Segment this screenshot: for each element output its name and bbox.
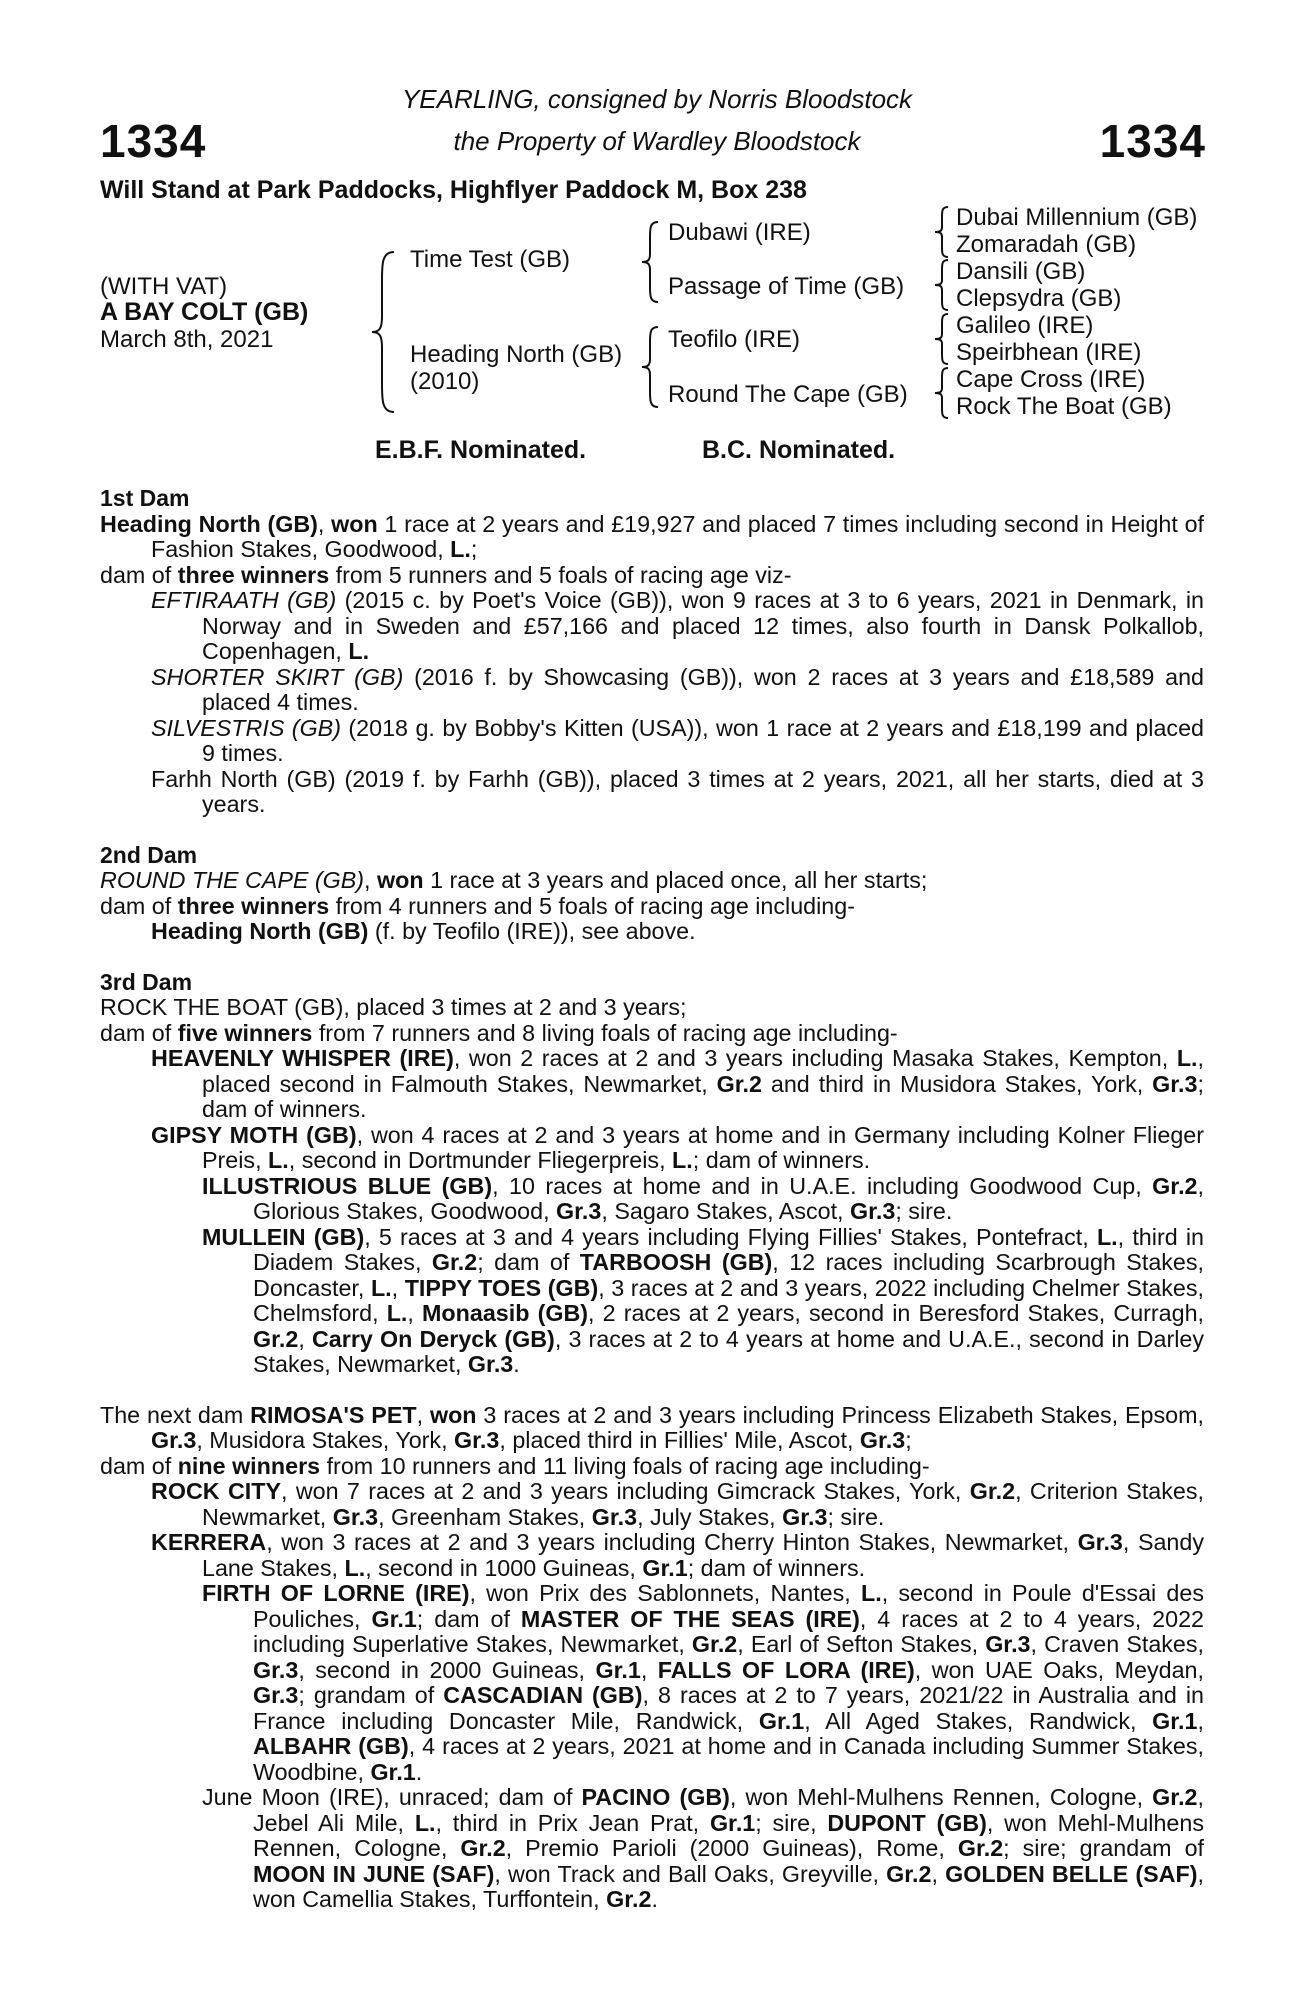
pedigree-dam-dam: Round The Cape (GB) xyxy=(668,381,908,408)
third-dam-heading: 3rd Dam xyxy=(100,968,193,995)
pedigree-brace-g3 xyxy=(933,312,951,367)
first-dam-heading: 1st Dam xyxy=(100,485,190,511)
foaled-date: March 8th, 2021 xyxy=(100,326,274,353)
bc-nomination: B.C. Nominated. xyxy=(702,436,896,464)
consignment-line-2: the Property of Wardley Bloodstock xyxy=(453,126,861,156)
pedigree-g3: Dansili (GB) xyxy=(956,258,1086,285)
next-dam-grandfoal-firth-of-lorne: FIRTH OF LORNE (IRE), won Prix des Sablonnets, Nantes, L., second in Poule d'Essai des Pouliches, Gr.1; dam of MASTER OF THE SEAS (IRE), 4 races at 2 to 4 years, 2022 including Superlative Stakes, Newmarket, Gr.2, Earl of Sefton Stakes, Gr.3, Craven Stakes, Gr.3, second in 2000 Guineas, Gr.1, FALLS OF LORA (IRE), won UAE Oaks, Meydan, Gr.3; grandam of CASCADIAN (GB), 8 races at 2 to 7 years, 2021/22 in Australia and in France including Doncaster Mile, Randwick, Gr.1, All Aged Stakes, Randwick, Gr.1, ALBAHR (GB), 4 races at 2 years, 2021 at home and in Canada including Summer Stakes, Woodbine, Gr.1. xyxy=(202,1580,1205,1785)
vat-note: (WITH VAT) xyxy=(100,273,228,300)
pedigree-dam: Heading North (GB) xyxy=(410,341,623,368)
first-dam-foal-farhh-north: Farhh North (GB) (2019 f. by Farhh (GB)), placed 3 times at 2 years, 2021, all her starts, died at 3 years. xyxy=(151,765,1204,817)
pedigree-brace-g4 xyxy=(933,366,951,421)
horse-name: A BAY COLT (GB) xyxy=(100,298,309,326)
pedigree-g8: Rock The Boat (GB) xyxy=(956,393,1172,420)
pedigree-brace-g1 xyxy=(933,205,951,260)
pedigree-g1: Dubai Millennium (GB) xyxy=(956,204,1198,231)
first-dam-foal-shorter-skirt: SHORTER SKIRT (GB) (2016 f. by Showcasing (GB)), won 2 races at 3 years and £18,589 and placed 4 times. xyxy=(151,663,1204,715)
second-dam-heading: 2nd Dam xyxy=(100,841,198,868)
pedigree-brace-dam xyxy=(640,325,662,409)
pedigree-dam-year: (2010) xyxy=(410,368,480,395)
pedigree-brace-sire xyxy=(640,220,662,304)
dam-history xyxy=(100,486,1204,1913)
next-dam-produce-summary: dam of nine winners from 10 runners and 11 living foals of racing age including- xyxy=(100,1452,930,1479)
third-dam-grandfoal-mullein: MULLEIN (GB), 5 races at 3 and 4 years including Flying Fillies' Stakes, Pontefract, L., third in Diadem Stakes, Gr.2; dam of TARBOOSH (GB), 12 races including Scarbrough Stakes, Doncaster, L., TIPPY TOES (GB), 3 races at 2 and 3 years, 2022 including Chelmer Stakes, Chelmsford, L., Monaasib (GB), 2 races at 2 years, second in Beresford Stakes, Curragh, Gr.2, Carry On Deryck (GB), 3 races at 2 to 4 years at home and U.A.E., second in Darley Stakes, Newmarket, Gr.3. xyxy=(202,1223,1205,1377)
first-dam-record: Heading North (GB), won 1 race at 2 years and £19,927 and placed 7 times including second in Height of Fashion Stakes, Goodwood, L.; xyxy=(100,510,1204,562)
next-dam-foal-kerrera: KERRERA, won 3 races at 2 and 3 years including Cherry Hinton Stakes, Newmarket, Gr.3, Sandy Lane Stakes, L., second in 1000 Guineas, Gr.1; dam of winners. xyxy=(151,1529,1204,1581)
second-dam-record: ROUND THE CAPE (GB), won 1 race at 3 years and placed once, all her starts; xyxy=(100,867,928,893)
first-dam-foal-eftiraath: EFTIRAATH (GB) (2015 c. by Poet's Voice (GB)), won 9 races at 3 to 6 years, 2021 in Denmark, in Norway and in Sweden and £57,166 and placed 12 times, also fourth in Dansk Polkallob, Copenhagen, L. xyxy=(151,587,1204,664)
third-dam-record: ROCK THE BOAT (GB), placed 3 times at 2 and 3 years; xyxy=(100,994,687,1020)
next-dam-foal-rock-city: ROCK CITY, won 7 races at 2 and 3 years including Gimcrack Stakes, York, Gr.2, Criterion Stakes, Newmarket, Gr.3, Greenham Stakes, Gr.3, July Stakes, Gr.3; sire. xyxy=(151,1478,1204,1530)
pedigree-g4: Clepsydra (GB) xyxy=(956,285,1122,312)
lot-number-left: 1334 xyxy=(100,115,207,167)
next-dam-grandfoal-june-moon: June Moon (IRE), unraced; dam of PACINO (GB), won Mehl-Mulhens Rennen, Cologne, Gr.2, Jebel Ali Mile, L., third in Prix Jean Prat, Gr.1; sire, DUPONT (GB), won Mehl-Mulhens Rennen, Cologne, Gr.2, Premio Parioli (2000 Guineas), Rome, Gr.2; sire; grandam of MOON IN JUNE (SAF), won Track and Ball Oaks, Greyville, Gr.2, GOLDEN BELLE (SAF), won Camellia Stakes, Turffontein, Gr.2. xyxy=(202,1784,1205,1912)
next-dam-record: The next dam RIMOSA'S PET, won 3 races at 2 and 3 years including Princess Elizabeth Stakes, Epsom, Gr.3, Musidora Stakes, York, Gr.3, placed third in Fillies' Mile, Ascot, Gr.3; xyxy=(100,1401,1204,1453)
first-dam-produce-summary: dam of three winners from 5 runners and 5 foals of racing age viz- xyxy=(100,561,792,588)
pedigree-g5: Galileo (IRE) xyxy=(956,312,1094,339)
location-line: Will Stand at Park Paddocks, Highflyer Paddock M, Box 238 xyxy=(100,176,807,204)
third-dam-grandfoal-illustrious-blue: ILLUSTRIOUS BLUE (GB), 10 races at home and in U.A.E. including Goodwood Cup, Gr.2, Glorious Stakes, Goodwood, Gr.3, Sagaro Stakes, Ascot, Gr.3; sire. xyxy=(202,1172,1204,1224)
pedigree-sire: Time Test (GB) xyxy=(410,246,571,273)
lot-number-right: 1334 xyxy=(1099,115,1206,167)
pedigree-brace-g2 xyxy=(933,258,951,313)
third-dam-foal-gipsy-moth: GIPSY MOTH (GB), won 4 races at 2 and 3 years at home and in Germany including Kolner Flieger Preis, L., second in Dortmunder Fliegerpreis, L.; dam of winners. xyxy=(151,1121,1204,1173)
pedigree-sire-sire: Dubawi (IRE) xyxy=(668,219,811,246)
pedigree-g6: Speirbhean (IRE) xyxy=(956,339,1142,366)
pedigree-brace-main xyxy=(370,250,400,415)
third-dam-foal-heavenly-whisper: HEAVENLY WHISPER (IRE), won 2 races at 2 and 3 years including Masaka Stakes, Kempton, L., placed second in Falmouth Stakes, Newmarket, Gr.2 and third in Musidora Stakes, York, Gr.3; dam of winners. xyxy=(151,1045,1205,1122)
pedigree-sire-dam: Passage of Time (GB) xyxy=(668,273,905,300)
second-dam-produce-summary: dam of three winners from 4 runners and 5 foals of racing age including- xyxy=(100,892,855,919)
third-dam-produce-summary: dam of five winners from 7 runners and 8 living foals of racing age including- xyxy=(100,1019,898,1046)
second-dam-foal-heading-north: Heading North (GB) (f. by Teofilo (IRE)), see above. xyxy=(151,918,696,944)
consignment-line-1: YEARLING, consigned by Norris Bloodstock xyxy=(401,84,913,114)
first-dam-foal-silvestris: SILVESTRIS (GB) (2018 g. by Bobby's Kitten (USA)), won 1 race at 2 years and £18,199 and placed 9 times. xyxy=(151,714,1204,766)
pedigree-g2: Zomaradah (GB) xyxy=(956,231,1137,258)
ebf-nomination: E.B.F. Nominated. xyxy=(375,436,587,464)
pedigree-g7: Cape Cross (IRE) xyxy=(956,366,1146,393)
pedigree-dam-sire: Teofilo (IRE) xyxy=(668,326,801,353)
